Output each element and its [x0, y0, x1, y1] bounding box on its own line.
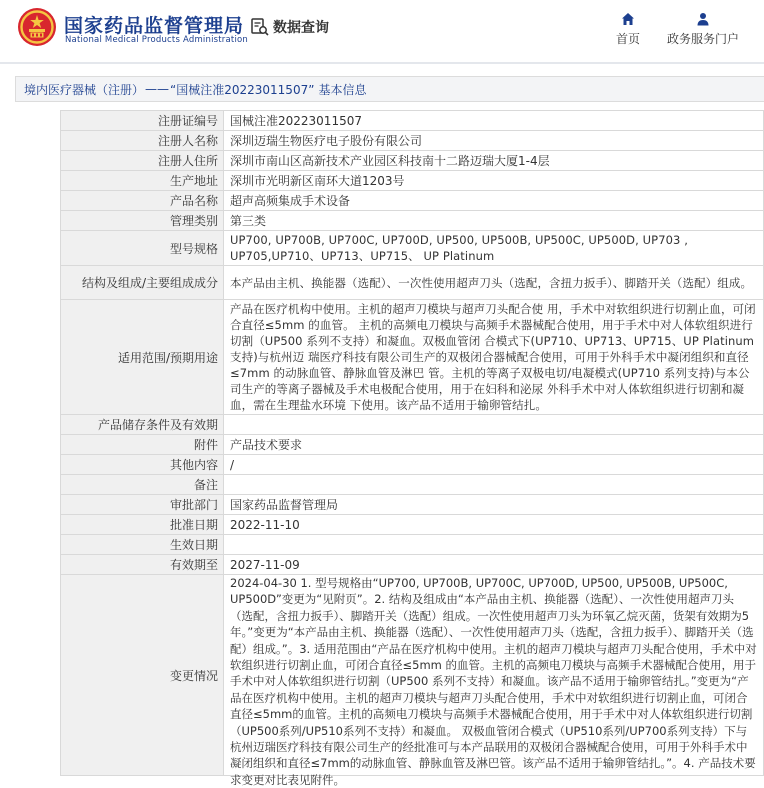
row-value: 超声高频集成手术设备	[224, 191, 764, 211]
document-search-icon	[250, 17, 270, 37]
breadcrumb-item: “国械注准20223011507”	[170, 82, 315, 97]
row-value: 2022-11-10	[224, 515, 764, 535]
row-label: 产品储存条件及有效期	[61, 415, 224, 435]
table-row	[61, 191, 764, 211]
row-label: 适用范围/预期用途	[61, 300, 224, 415]
row-value: 2027-11-09	[224, 555, 764, 575]
table-row	[61, 435, 764, 455]
table-row	[61, 151, 764, 171]
row-label: 注册人住所	[61, 151, 224, 171]
row-value: 深圳市光明新区南环大道1203号	[224, 171, 764, 191]
row-value	[224, 415, 764, 435]
row-value: /	[224, 455, 764, 475]
data-query-link[interactable]	[250, 17, 329, 37]
row-label: 管理类别	[61, 211, 224, 231]
registration-detail-table	[60, 110, 764, 787]
row-value: 国械注准20223011507	[224, 111, 764, 131]
data-query-label: 数据查询	[273, 20, 329, 36]
nav-service-portal[interactable]	[666, 12, 740, 47]
national-emblem-icon	[17, 7, 57, 47]
table-row	[61, 266, 764, 300]
home-icon	[621, 12, 635, 26]
table-row	[61, 535, 764, 555]
table-row	[61, 475, 764, 495]
row-label: 其他内容	[61, 455, 224, 475]
row-value: 深圳迈瑞生物医疗电子股份有限公司	[224, 131, 764, 151]
row-label: 型号规格	[61, 231, 224, 266]
table-row	[61, 415, 764, 435]
breadcrumb-separator: ——	[145, 82, 170, 96]
row-label: 批准日期	[61, 515, 224, 535]
row-label: 生效日期	[61, 535, 224, 555]
table-row	[61, 131, 764, 151]
row-label: 审批部门	[61, 495, 224, 515]
row-value: 产品技术要求	[224, 435, 764, 455]
row-label: 变更情况	[61, 575, 224, 776]
table-row	[61, 515, 764, 535]
table-row	[61, 575, 764, 776]
row-label: 备注	[61, 475, 224, 495]
user-icon	[696, 12, 710, 26]
table-row	[61, 111, 764, 131]
table-row	[61, 455, 764, 475]
table-row	[61, 231, 764, 266]
row-label: 附件	[61, 435, 224, 455]
breadcrumb-suffix: 基本信息	[318, 82, 367, 97]
row-label: 产品名称	[61, 191, 224, 211]
nav-home[interactable]	[612, 12, 644, 47]
row-label: 注册人名称	[61, 131, 224, 151]
row-label: 注册证编号	[61, 111, 224, 131]
row-value: 产品在医疗机构中使用。主机的超声刀模块与超声刀头配合使 用，手术中对软组织进行切割止血，可闭合直径≤5mm 的血管。 主机的高频电刀模块与高频手术器械配合使用，用于手术中对人体软组织进行切割（UP500 系列不支持）和凝血。双极血管闭 合模式下(UP710、UP713、UP715、UP Platinum 支持)与杭州迈 瑞医疗科技有限公司生产的双极闭合器械配合使用，可用于外科手术中凝闭组织和直径≤7mm 的动脉血管、静脉血管及淋巴 管。主机的等离子双极电切/电凝模式(UP710 系列支持)与本公 司生产的等离子器械及手术电极配合使用，用于在妇科和泌尿 外科手术中对人体软组织进行切割和凝血，需在生理盐水环境 下使用。该产品不适用于输卵管结扎。	[224, 300, 764, 415]
row-value: 第三类	[224, 211, 764, 231]
row-label: 有效期至	[61, 555, 224, 575]
row-value: UP700, UP700B, UP700C, UP700D, UP500, UP500B, UP500C, UP500D, UP703 , UP705,UP710、UP713、UP715、 UP Platinum	[224, 231, 764, 266]
row-label: 结构及组成/主要组成成分	[61, 266, 224, 300]
site-title-cn[interactable]: 国家药品监督管理局	[64, 15, 245, 37]
row-value	[224, 535, 764, 555]
row-value	[224, 475, 764, 495]
site-title-en[interactable]: National Medical Products Administration	[65, 35, 248, 45]
breadcrumb	[15, 76, 764, 102]
table-row	[61, 171, 764, 191]
table-row	[61, 495, 764, 515]
breadcrumb-section[interactable]: 境内医疗器械（注册）	[24, 82, 145, 97]
header-divider	[0, 62, 764, 64]
table-row	[61, 555, 764, 575]
row-value: 国家药品监督管理局	[224, 495, 764, 515]
table-row	[61, 211, 764, 231]
row-value: 深圳市南山区高新技术产业园区科技南十二路迈瑞大厦1-4层	[224, 151, 764, 171]
nav-home-label: 首页	[615, 32, 640, 46]
change-history-text: 2024-04-30 1. 型号规格由“UP700, UP700B, UP700C, UP700D, UP500, UP500B, UP500C, UP500D”变更为“见附页”。2. 结构及组成由“本产品由主机、换能器（选配）、一次性使用超声刀头（选配，含扭力扳手）、脚踏开关（选配）组成。一次性使用超声刀头为环氧乙烷灭菌，货架有效期为5年。”变更为“本产品由主机、换能器（选配）、一次性使用超声刀头（选配，含扭力扳手）、脚踏开关（选配）组成。”。3. 适用范围由“产品在医疗机构中使用。主机的超声刀模块与超声刀头配合使用，手术中对软组织进行切割止血，可闭合直径≤5mm 的血管。主机的高频电刀模块与高频手术器械配合使用，用于手术中对人体软组织进行切割（UP500 系列不支持）和凝血。该产品不适用于输卵管结扎。”变更为“产品在医疗机构中使用。主机的超声刀模块与超声刀头配合使用，手术中对软组织进行切割止血，可闭合直径≤5mm的血管。主机的高频电刀模块与高频手术器械配合使用，用于手术中对人体软组织进行切割（UP500系列/UP510系列不支持）和凝血。 双极血管闭合模式（UP510系列/UP700系列支持）下与杭州迈瑞医疗科技有限公司生产的经批准可与本产品联用的双极闭合器械配合使用，可用于外科手术中凝闭组织和直径≤7mm的动脉血管、静脉血管及淋巴管。该产品不适用于输卵管结扎。”。4. 产品技术要求变更对比表见附件。	[230, 576, 757, 787]
row-value: 本产品由主机、换能器（选配）、一次性使用超声刀头（选配，含扭力扳手）、脚踏开关（选配）组成。	[224, 266, 764, 300]
nav-service-label: 政务服务门户	[666, 32, 739, 46]
table-row	[61, 300, 764, 415]
row-label: 生产地址	[61, 171, 224, 191]
row-value-wrap	[224, 575, 764, 787]
site-header	[0, 0, 764, 62]
